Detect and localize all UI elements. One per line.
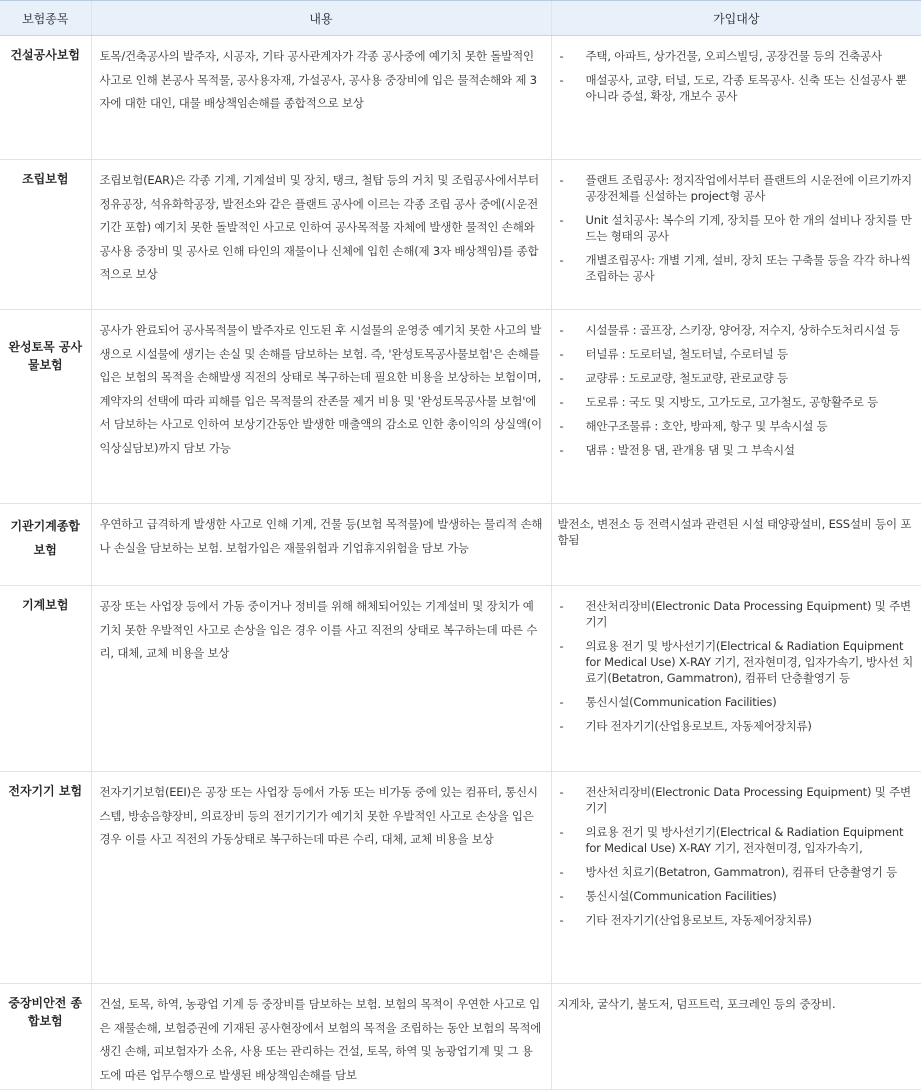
- target-text: 발전소, 변전소 등 전력시설과 관련된 시설 태양광설비, ESS설비 등이 포함됨: [557, 517, 912, 547]
- insurance-content: 공사가 완료되어 공사목적물이 발주자로 인도된 후 시설물의 운영중 예기치 못한 사고의 발생으로 시설물에 생기는 손실 및 손해를 담보하는 보험. 즉, '완성토목공사물보험'은 손해를 입은 보험의 목적을 손해발생 직전의 상태로 복구하는데 필요한 비용을 보상하는 보험이며, 계약자의 선택에 따라 피해를 입은 목적물의 잔존물 제거 비용 및 '완성토목공사물 보험'에서 담보하는 사고로 인하여 보상기간동안 발생한 매출액의 감소로 인한 총이익의 상실액(이익상실담보)까지 담보 가능: [91, 310, 551, 504]
- insurance-name: 건설공사보험: [0, 36, 91, 160]
- insurance-content: 조립보험(EAR)은 각종 기계, 기계설비 및 장치, 탱크, 철탑 등의 거치 및 조립공사에서부터 정유공장, 석유화학공장, 발전소와 같은 플랜트 공사에 이르는 각종 조립 공사 중에(시운전 기간 포함) 예기치 못한 돌발적인 사고로 인하여 공사목적물 자체에 발생한 물적인 손해와 공사용 중장비 및 공사로 인해 타인의 재물이나 신체에 입힌 손해(제 3자 배상책임)를 종합적으로 보상: [91, 160, 551, 310]
- target-item: - 교량류 : 도로교량, 철도교량, 관로교량 등: [558, 370, 916, 386]
- header-type: 보험종목: [0, 1, 91, 36]
- insurance-name-text: 완성토목 공사물보험: [8, 340, 83, 372]
- insurance-name: 중장비안전 종합보험: [0, 984, 91, 1090]
- target-item: - 의료용 전기 및 방사선기기(Electrical & Radiation Equipment for Medical Use) X-RAY 기기, 전자현미경, 입자가속기,: [558, 824, 916, 856]
- table-row: [0, 310, 921, 504]
- target-item: - Unit 설치공사: 복수의 기계, 장치를 모아 한 개의 설비나 장치를 만드는 형태의 공사: [558, 212, 916, 244]
- target-item: - 해안구조물류 : 호안, 방파제, 항구 및 부속시설 등: [558, 418, 916, 434]
- target-list: [558, 784, 916, 928]
- target-item: - 플랜트 조립공사: 정지작업에서부터 플랜트의 시운전에 이르기까지 공장전체를 신설하는 project형 공사: [558, 172, 916, 204]
- target-list: [558, 598, 916, 734]
- target-item: - 도로류 : 국도 및 지방도, 고가도로, 고가철도, 공항활주로 등: [558, 394, 916, 410]
- insurance-target: [551, 772, 921, 984]
- insurance-target: [551, 36, 921, 160]
- insurance-content: 건설, 토목, 하역, 농광업 기계 등 중장비를 담보하는 보험. 보험의 목적이 우연한 사고로 입은 재물손해, 보험증권에 기재된 공사현장에서 보험의 목적을 조립하는 동안 보험의 목적에 생긴 손해, 피보험자가 소유, 사용 또는 관리하는 건설, 토목, 하역 및 농광업기계 및 그 용도에 따른 업무수행으로 발생된 배상책임손해를 담보: [91, 984, 551, 1090]
- table-row: [0, 586, 921, 772]
- target-item: - 통신시설(Communication Facilities): [558, 888, 916, 904]
- insurance-target: [551, 586, 921, 772]
- insurance-name: 조립보험: [0, 160, 91, 310]
- insurance-target: [551, 160, 921, 310]
- insurance-name: 기계보험: [0, 586, 91, 772]
- target-text: 지게차, 굴삭기, 불도저, 덤프트럭, 포크레인 등의 중장비.: [557, 997, 836, 1011]
- insurance-name: [0, 310, 91, 504]
- table-row: [0, 772, 921, 984]
- insurance-target: [551, 310, 921, 504]
- target-item: - 개별조립공사: 개별 기계, 설비, 장치 또는 구축물 등을 각각 하나씩 조립하는 공사: [558, 252, 916, 284]
- insurance-target: [551, 984, 921, 1090]
- target-item: - 기타 전자기기(산업용로보트, 자동제어장치류): [558, 718, 916, 734]
- target-item: - 댐류 : 발전용 댐, 관개용 댐 및 그 부속시설: [558, 442, 916, 458]
- target-item: - 기타 전자기기(산업용로보트, 자동제어장치류): [558, 912, 916, 928]
- target-list: [558, 322, 916, 458]
- target-list: [558, 172, 916, 284]
- table-row: [0, 504, 921, 586]
- insurance-content: 우연하고 급격하게 발생한 사고로 인해 기계, 건물 등(보험 목적물)에 발생하는 물리적 손해나 손실을 담보하는 보험. 보험가입은 재물위험과 기업휴지위험을 담보 가능: [91, 504, 551, 586]
- insurance-content: 공장 또는 사업장 등에서 가동 중이거나 정비를 위해 해체되어있는 기계설비 및 장치가 예기치 못한 우발적인 사고로 손상을 입은 경우 이를 사고 직전의 상태로 복구하는데 따른 수리, 대체, 교체 비용을 보상: [91, 586, 551, 772]
- target-item: - 전산처리장비(Electronic Data Processing Equipment) 및 주변기기: [558, 784, 916, 816]
- target-item: - 매설공사, 교량, 터널, 도로, 각종 토목공사. 신축 또는 신설공사 뿐 아니라 증설, 확장, 개보수 공사: [558, 72, 916, 104]
- header-content: 내용: [91, 1, 551, 36]
- insurance-content: 전자기기보험(EEI)은 공장 또는 사업장 등에서 가동 또는 비가동 중에 있는 컴퓨터, 통신시스템, 방송음향장비, 의료장비 등의 전기기기가 예기치 못한 우발적인 사고로 손상을 입은 경우 이를 사고 직전의 가동상태로 복구하는데 따른 수리, 대체, 교체 비용을 보상: [91, 772, 551, 984]
- target-item: - 방사선 치료기(Betatron, Gammatron), 컴퓨터 단층촬영기 등: [558, 864, 916, 880]
- table-row: [0, 160, 921, 310]
- target-item: - 전산처리장비(Electronic Data Processing Equipment) 및 주변기기: [558, 598, 916, 630]
- table-header-row: [0, 1, 921, 36]
- target-item: - 터널류 : 도로터널, 철도터널, 수로터널 등: [558, 346, 916, 362]
- insurance-target: [551, 504, 921, 586]
- insurance-name: 전자기기 보험: [0, 772, 91, 984]
- target-item: - 시설물류 : 골프장, 스키장, 양어장, 저수지, 상하수도처리시설 등: [558, 322, 916, 338]
- target-list: [558, 48, 916, 104]
- table-row: [0, 984, 921, 1090]
- table-row: [0, 36, 921, 160]
- target-item: - 통신시설(Communication Facilities): [558, 694, 916, 710]
- insurance-name: 기관기계종합 보험: [0, 504, 91, 586]
- insurance-content: 토목/건축공사의 발주자, 시공자, 기타 공사관계자가 각종 공사중에 예기치 못한 돌발적인 사고로 인해 본공사 목적물, 공사용자재, 가설공사, 공사용 중장비에 입은 물적손해와 제 3자에 대한 대인, 대물 배상책임손해를 종합적으로 보상: [91, 36, 551, 160]
- target-item: - 의료용 전기 및 방사선기기(Electrical & Radiation Equipment for Medical Use) X-RAY 기기, 전자현미경, 입자가속기, 방사선 치료기(Betatron, Gammatron), 컴퓨터 단층촬영기 등: [558, 638, 916, 686]
- target-item: - 주택, 아파트, 상가건물, 오피스빌딩, 공장건물 등의 건축공사: [558, 48, 916, 64]
- header-target: 가입대상: [551, 1, 921, 36]
